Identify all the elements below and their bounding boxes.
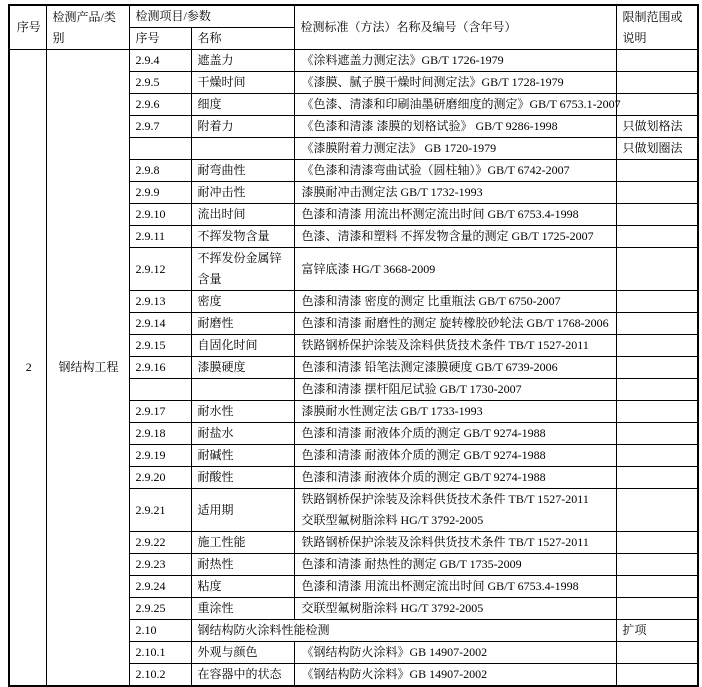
item-no-cell: 2.9.18 [129,423,191,445]
item-no-cell: 2.10.2 [129,664,191,687]
standard-cell: 色漆和清漆 耐液体介质的测定 GB/T 9274-1988 [294,423,616,445]
standard-cell: 色漆和清漆 铅笔法测定漆膜硬度 GB/T 6739-2006 [294,357,616,379]
scope-cell [616,226,698,248]
scope-cell [616,50,698,72]
scope-cell [616,357,698,379]
scope-cell [616,401,698,423]
scope-cell [616,554,698,576]
standard-cell: 富锌底漆 HG/T 3668-2009 [294,248,616,291]
item-no-cell: 2.9.8 [129,160,191,182]
item-name-cell: 耐热性 [191,554,294,576]
item-name-cell: 重涂性 [191,598,294,620]
scope-cell [616,335,698,357]
item-name-cell: 自固化时间 [191,335,294,357]
standard-cell: 漆膜耐冲击测定法 GB/T 1732-1993 [294,182,616,204]
scope-cell [616,642,698,664]
item-name-cell: 耐酸性 [191,467,294,489]
group-product-cell: 钢结构工程 [46,50,129,687]
header-col-item-parameter: 检测项目/参数 [129,5,294,28]
item-name-cell: 遮盖力 [191,50,294,72]
item-name-cell: 不挥发份金属锌含量 [191,248,294,291]
standard-cell: 铁路钢桥保护涂装及涂料供货技术条件 TB/T 1527-2011 [294,335,616,357]
item-name-cell: 耐冲击性 [191,182,294,204]
item-name-cell: 附着力 [191,116,294,138]
item-no-cell: 2.9.25 [129,598,191,620]
item-no-cell: 2.9.24 [129,576,191,598]
standard-cell: 色漆和清漆 耐液体介质的测定 GB/T 9274-1988 [294,445,616,467]
standard-cell: 《钢结构防火涂料》GB 14907-2002 [294,664,616,687]
item-no-cell: 2.9.15 [129,335,191,357]
standard-cell: 色漆和清漆 耐液体介质的测定 GB/T 9274-1988 [294,467,616,489]
item-no-cell: 2.9.9 [129,182,191,204]
item-no-cell [129,379,191,401]
item-name-cell [191,379,294,401]
scope-cell [616,379,698,401]
item-no-cell: 2.9.17 [129,401,191,423]
item-no-cell: 2.9.11 [129,226,191,248]
header-col-serial: 序号 [9,5,46,50]
item-no-cell: 2.9.23 [129,554,191,576]
scope-cell [616,664,698,687]
item-no-cell: 2.9.4 [129,50,191,72]
standard-cell: 色漆和清漆 耐磨性的测定 旋转橡胶砂轮法 GB/T 1768-2006 [294,313,616,335]
item-name-cell: 不挥发物含量 [191,226,294,248]
item-name-cell: 耐盐水 [191,423,294,445]
item-name-cell: 耐磨性 [191,313,294,335]
item-name-cell: 在容器中的状态 [191,664,294,687]
item-name-cell: 耐碱性 [191,445,294,467]
table-header [9,5,698,50]
header-row-1 [9,5,698,28]
header-col-scope: 限制范围或说明 [616,5,698,50]
scope-cell [616,204,698,226]
item-no-cell: 2.10 [129,620,191,642]
item-no-cell: 2.10.1 [129,642,191,664]
scope-cell [616,72,698,94]
standard-cell: 《漆膜附着力测定法》 GB 1720-1979 [294,138,616,160]
standard-cell: 色漆和清漆 摆杆阻尼试验 GB/T 1730-2007 [294,379,616,401]
item-no-cell: 2.9.5 [129,72,191,94]
standard-cell: 《色漆和清漆 漆膜的划格试验》 GB/T 9286-1998 [294,116,616,138]
item-no-cell: 2.9.13 [129,291,191,313]
standard-cell: 《色漆和清漆弯曲试验（圆柱轴）》GB/T 6742-2007 [294,160,616,182]
scope-cell: 扩项 [616,620,698,642]
item-no-cell: 2.9.20 [129,467,191,489]
item-name-cell: 耐水性 [191,401,294,423]
item-name-cell [191,138,294,160]
item-no-cell: 2.9.12 [129,248,191,291]
table-row [9,50,698,72]
header-col-product-category: 检测产品/类别 [46,5,129,50]
scope-cell: 只做划圈法 [616,138,698,160]
item-name-cell: 流出时间 [191,204,294,226]
standard-cell: 铁路钢桥保护涂装及涂料供货技术条件 TB/T 1527-2011 [294,532,616,554]
standard-cell: 交联型氟树脂涂料 HG/T 3792-2005 [294,598,616,620]
inspection-standards-table [8,4,699,687]
scope-cell [616,291,698,313]
item-no-cell: 2.9.6 [129,94,191,116]
standard-cell: 《漆膜、腻子膜干燥时间测定法》GB/T 1728-1979 [294,72,616,94]
item-no-cell [129,138,191,160]
standard-cell: 色漆和清漆 用流出杯测定流出时间 GB/T 6753.4-1998 [294,204,616,226]
standard-cell: 漆膜耐水性测定法 GB/T 1733-1993 [294,401,616,423]
scope-cell [616,94,698,116]
standard-cell: 色漆和清漆 密度的测定 比重瓶法 GB/T 6750-2007 [294,291,616,313]
item-name-cell: 细度 [191,94,294,116]
item-no-cell: 2.9.16 [129,357,191,379]
scope-cell [616,532,698,554]
table-body [9,50,698,687]
item-name-cell: 外观与颜色 [191,642,294,664]
item-no-cell: 2.9.21 [129,489,191,532]
item-no-cell: 2.9.10 [129,204,191,226]
scope-cell [616,423,698,445]
scope-cell [616,445,698,467]
standard-cell: 色漆和清漆 用流出杯测定流出时间 GB/T 6753.4-1998 [294,576,616,598]
header-col-standard: 检测标准（方法）名称及编号（含年号） [294,5,616,50]
header-col-item-name: 名称 [191,28,294,50]
item-no-cell: 2.9.14 [129,313,191,335]
standard-cell: 《色漆、清漆和印刷油墨研磨细度的测定》GB/T 6753.1-2007 [294,94,616,116]
item-name-cell: 钢结构防火涂料性能检测 [191,620,616,642]
group-serial-cell: 2 [9,50,46,687]
scope-cell [616,576,698,598]
item-no-cell: 2.9.22 [129,532,191,554]
item-no-cell: 2.9.7 [129,116,191,138]
item-name-cell: 施工性能 [191,532,294,554]
standard-cell: 铁路钢桥保护涂装及涂料供货技术条件 TB/T 1527-2011 交联型氟树脂涂料 HG/T 3792-2005 [294,489,616,532]
scope-cell [616,489,698,532]
item-name-cell: 粘度 [191,576,294,598]
scope-cell [616,160,698,182]
item-name-cell: 干燥时间 [191,72,294,94]
scope-cell [616,248,698,291]
item-no-cell: 2.9.19 [129,445,191,467]
item-name-cell: 漆膜硬度 [191,357,294,379]
item-name-cell: 密度 [191,291,294,313]
header-col-item-no: 序号 [129,28,191,50]
scope-cell [616,467,698,489]
scope-cell: 只做划格法 [616,116,698,138]
standard-cell: 色漆和清漆 耐热性的测定 GB/T 1735-2009 [294,554,616,576]
scope-cell [616,598,698,620]
scope-cell [616,313,698,335]
item-name-cell: 耐弯曲性 [191,160,294,182]
scope-cell [616,182,698,204]
standard-cell: 《钢结构防火涂料》GB 14907-2002 [294,642,616,664]
standard-cell: 《涂料遮盖力测定法》GB/T 1726-1979 [294,50,616,72]
item-name-cell: 适用期 [191,489,294,532]
standard-cell: 色漆、清漆和塑料 不挥发物含量的测定 GB/T 1725-2007 [294,226,616,248]
